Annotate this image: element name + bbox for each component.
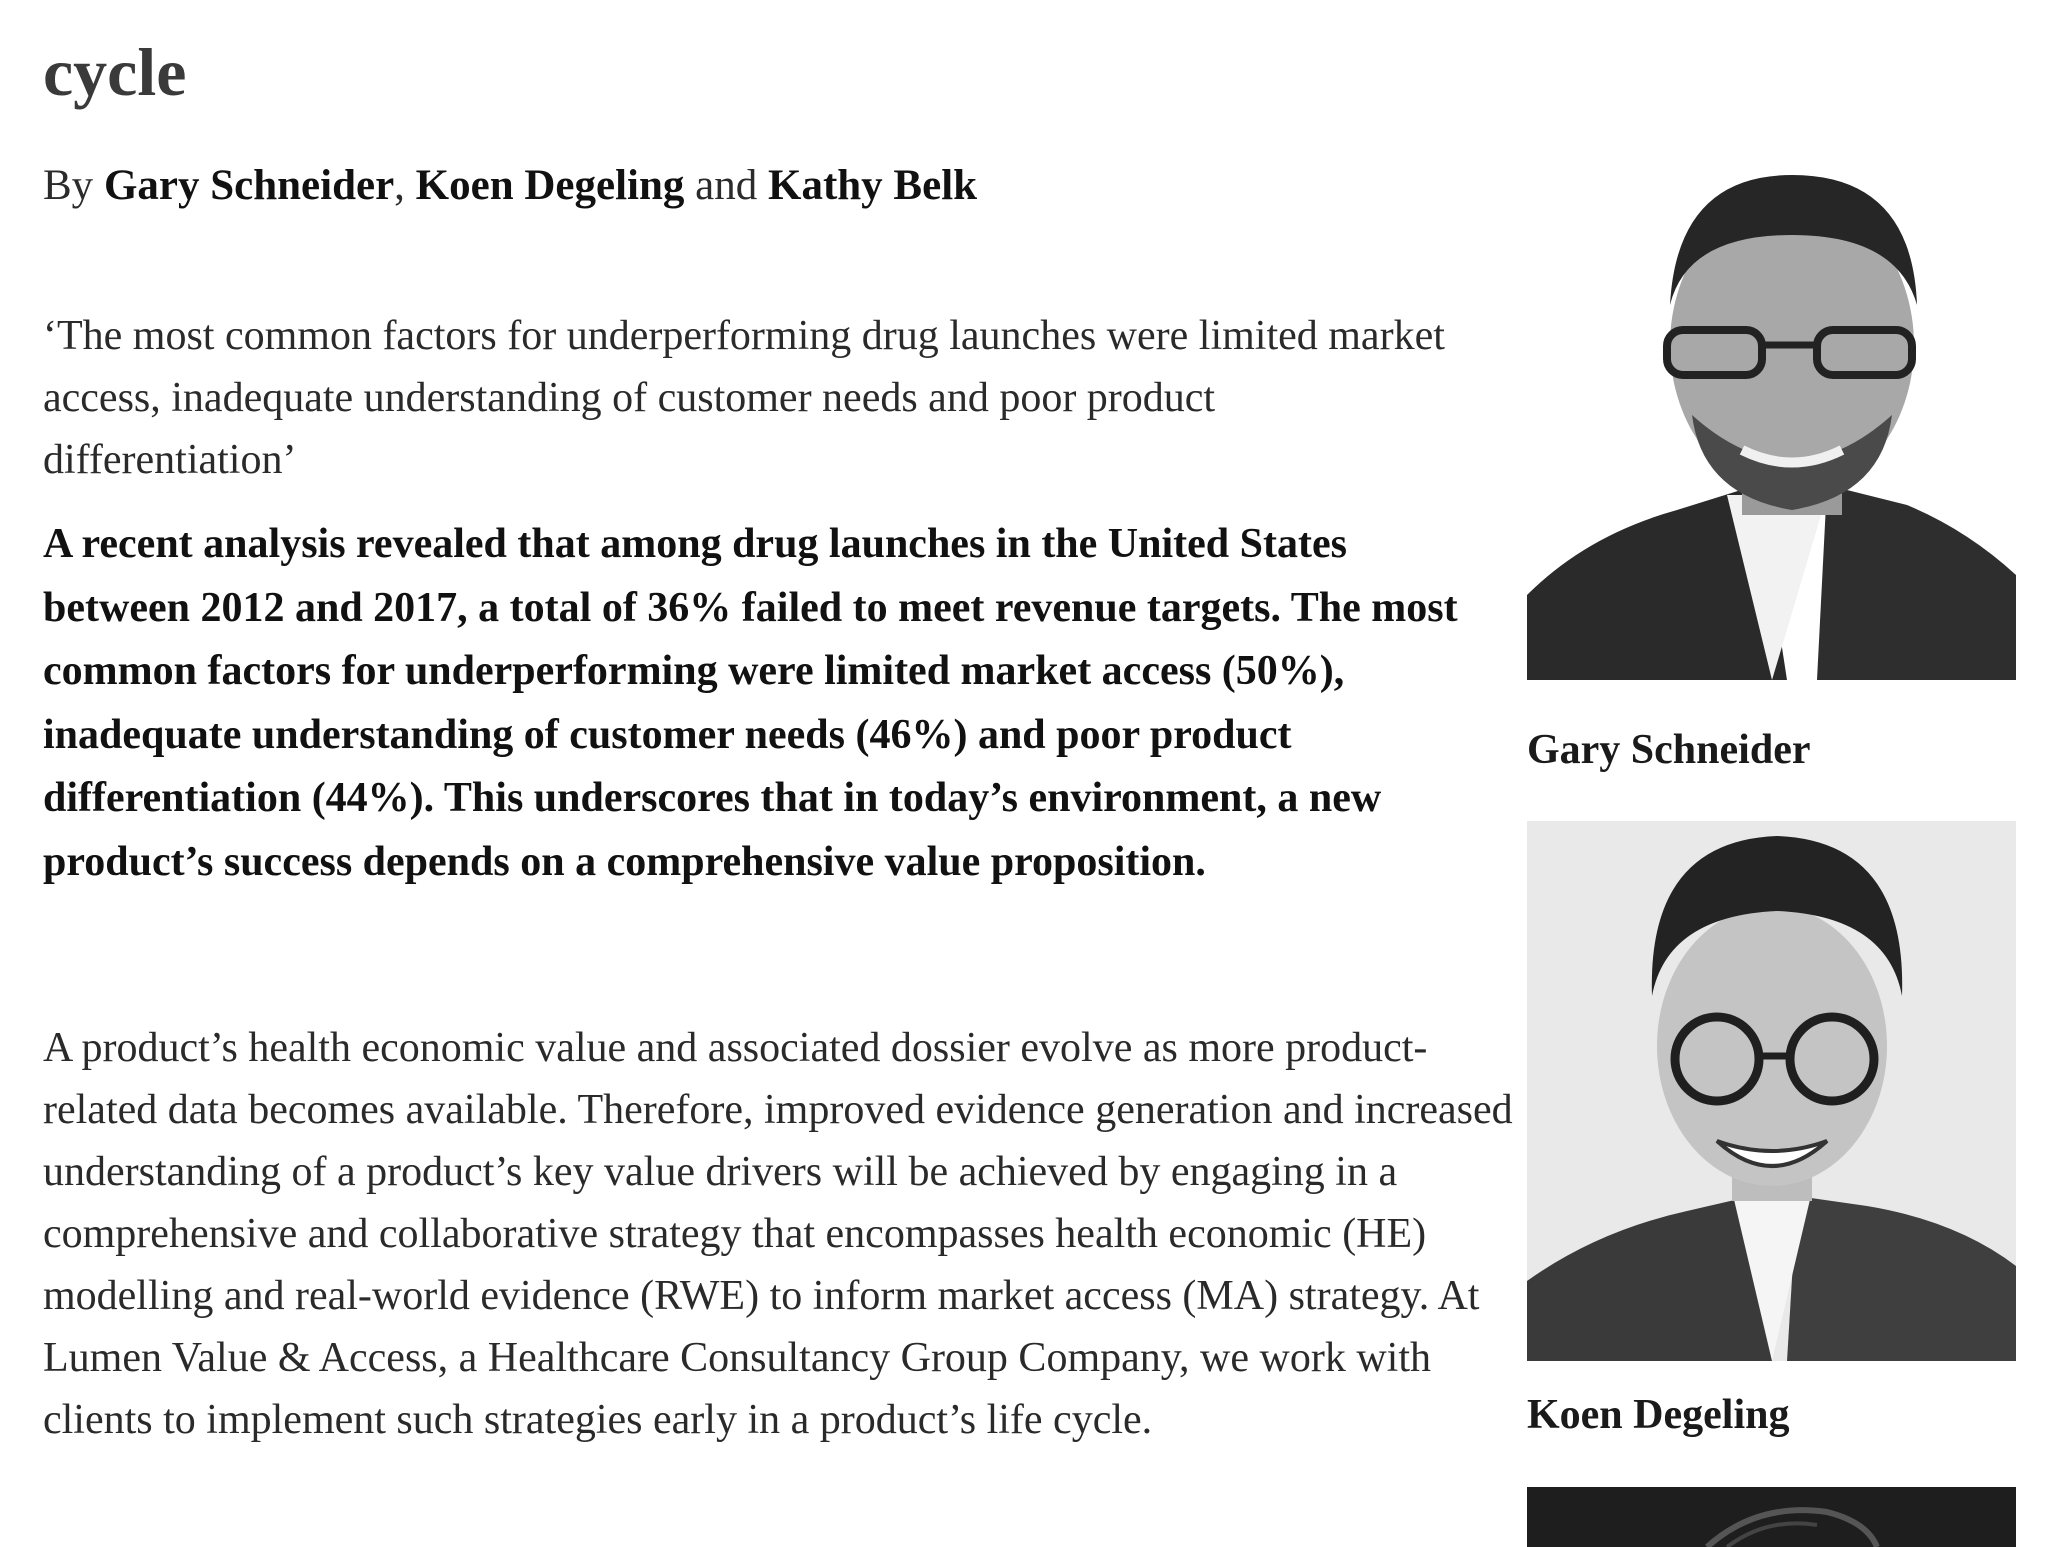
article-title-partial-line: [43, 0, 1657, 32]
portrait-photo-icon: [1527, 155, 2016, 680]
byline: [43, 160, 977, 212]
author-photo-kathy-belk: [1527, 1487, 2016, 1547]
byline-separator: ,: [394, 162, 405, 209]
byline-prefix: By: [43, 162, 94, 209]
article-lede: A recent analysis revealed that among drug launches in the United States between 2012 and 2017, a total of 36% failed to meet revenue targets. The most common factors for underperforming were limited market access (50%), inadequate understanding of customer needs (46%) and poor product differentiation (44%). This underscores that in today’s environment, a new product’s success depends on a comprehensive value proposition.: [43, 521, 1458, 885]
pull-quote: ‘The most common factors for underperforming drug launches were limited market access, inadequate understanding of customer needs and poor product differentiation’: [43, 313, 1445, 483]
portrait-photo-icon: [1527, 1487, 2016, 1547]
author-link-kathy-belk[interactable]: Kathy Belk: [768, 162, 978, 209]
author-photo-gary-schneider: [1527, 155, 2016, 680]
portrait-photo-icon: [1527, 821, 2016, 1361]
author-link-koen-degeling[interactable]: Koen Degeling: [415, 162, 685, 209]
byline-separator-and: and: [695, 162, 758, 209]
article-body-paragraph: A product’s health economic value and associated dossier evolve as more product-related data becomes available. Therefore, improved evidence generation and increased understanding of a product’s key value drivers will be achieved by engaging in a comprehensive and collaborative strategy that encompasses health economic (HE) modelling and real-world evidence (RWE) to inform market access (MA) strategy. At Lumen Value & Access, a Healthcare Consultancy Group Company, we work with clients to implement such strategies early in a product’s life cycle.: [43, 1025, 1513, 1443]
author-caption-koen-degeling: Koen Degeling: [1527, 1392, 1790, 1438]
article-title-last-line: cycle: [43, 34, 187, 110]
author-caption-gary-schneider: Gary Schneider: [1527, 727, 1811, 773]
author-link-gary-schneider[interactable]: Gary Schneider: [103, 162, 395, 209]
author-photo-koen-degeling: [1527, 821, 2016, 1361]
